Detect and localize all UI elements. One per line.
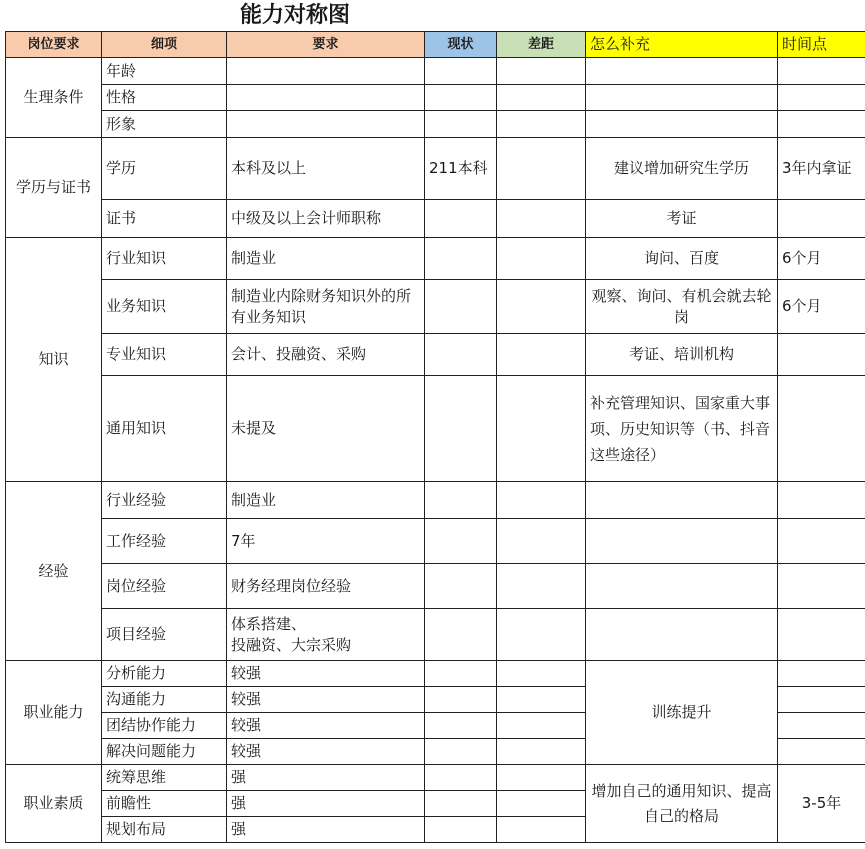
supplement-cell[interactable] xyxy=(586,564,778,609)
gap-cell[interactable] xyxy=(497,519,586,564)
requirement-cell[interactable]: 强 xyxy=(227,791,425,817)
requirement-line: 体系搭建、 xyxy=(231,614,307,633)
table-row xyxy=(6,58,865,85)
current-cell[interactable] xyxy=(425,687,497,713)
supplement-cell[interactable] xyxy=(586,111,778,138)
requirement-cell[interactable]: 较强 xyxy=(227,687,425,713)
gap-cell[interactable] xyxy=(497,376,586,482)
current-cell[interactable] xyxy=(425,238,497,280)
table-row xyxy=(6,661,865,687)
supplement-cell[interactable]: 询问、百度 xyxy=(586,238,778,280)
gap-cell[interactable] xyxy=(497,817,586,843)
gap-cell[interactable] xyxy=(497,661,586,687)
gap-cell[interactable] xyxy=(497,138,586,200)
timeline-cell[interactable] xyxy=(778,609,865,661)
supplement-cell[interactable]: 观察、询问、有机会就去轮岗 xyxy=(586,280,778,334)
current-cell[interactable] xyxy=(425,280,497,334)
detail-cell[interactable]: 形象 xyxy=(102,111,227,138)
requirement-cell[interactable]: 财务经理岗位经验 xyxy=(227,564,425,609)
timeline-cell[interactable] xyxy=(778,111,865,138)
table-row xyxy=(6,609,865,661)
gap-cell[interactable] xyxy=(497,609,586,661)
timeline-cell[interactable] xyxy=(778,713,865,739)
current-cell[interactable] xyxy=(425,609,497,661)
current-cell[interactable] xyxy=(425,85,497,111)
gap-cell[interactable] xyxy=(497,687,586,713)
requirement-cell[interactable]: 较强 xyxy=(227,713,425,739)
supplement-cell[interactable] xyxy=(586,519,778,564)
gap-cell[interactable] xyxy=(497,482,586,519)
supplement-cell[interactable]: 补充管理知识、国家重大事项、历史知识等（书、抖音这些途径） xyxy=(586,376,778,482)
header-how-to-supplement[interactable]: 怎么补充 xyxy=(586,32,778,58)
supplement-cell[interactable]: 考证、培训机构 xyxy=(586,334,778,376)
requirement-cell[interactable]: 强 xyxy=(227,817,425,843)
timeline-cell[interactable]: 6个月 xyxy=(778,238,865,280)
gap-cell[interactable] xyxy=(497,765,586,791)
detail-cell[interactable]: 业务知识 xyxy=(102,280,227,334)
timeline-cell-merged[interactable]: 3-5年 xyxy=(778,765,865,843)
supplement-cell[interactable] xyxy=(586,85,778,111)
supplement-cell[interactable]: 建议增加研究生学历 xyxy=(586,138,778,200)
supplement-cell[interactable] xyxy=(586,58,778,85)
current-cell[interactable] xyxy=(425,661,497,687)
current-cell[interactable]: 211本科 xyxy=(425,138,497,200)
detail-cell[interactable]: 性格 xyxy=(102,85,227,111)
category-physical[interactable]: 生理条件 xyxy=(6,58,102,138)
timeline-cell[interactable]: 6个月 xyxy=(778,280,865,334)
header-gap[interactable]: 差距 xyxy=(497,32,586,58)
gap-cell[interactable] xyxy=(497,200,586,238)
current-cell[interactable] xyxy=(425,482,497,519)
ability-symmetry-table xyxy=(5,31,865,843)
table-row xyxy=(6,376,865,482)
detail-cell[interactable]: 团结协作能力 xyxy=(102,713,227,739)
requirement-cell[interactable]: 较强 xyxy=(227,739,425,765)
timeline-cell[interactable] xyxy=(778,200,865,238)
current-cell[interactable] xyxy=(425,817,497,843)
table-row xyxy=(6,238,865,280)
current-cell[interactable] xyxy=(425,200,497,238)
requirement-cell[interactable]: 中级及以上会计师职称 xyxy=(227,200,425,238)
timeline-cell[interactable] xyxy=(778,334,865,376)
requirement-line: 投融资、大宗采购 xyxy=(231,635,352,654)
gap-cell[interactable] xyxy=(497,564,586,609)
detail-cell[interactable]: 工作经验 xyxy=(102,519,227,564)
detail-cell[interactable]: 通用知识 xyxy=(102,376,227,482)
supplement-cell-merged[interactable]: 训练提升 xyxy=(586,661,778,765)
requirement-cell[interactable]: 7年 xyxy=(227,519,425,564)
supplement-cell[interactable] xyxy=(586,482,778,519)
supplement-cell[interactable]: 考证 xyxy=(586,200,778,238)
detail-cell[interactable]: 岗位经验 xyxy=(102,564,227,609)
current-cell[interactable] xyxy=(425,376,497,482)
current-cell[interactable] xyxy=(425,739,497,765)
detail-cell[interactable]: 前瞻性 xyxy=(102,791,227,817)
gap-cell[interactable] xyxy=(497,334,586,376)
current-cell[interactable] xyxy=(425,111,497,138)
current-cell[interactable] xyxy=(425,519,497,564)
detail-cell[interactable]: 项目经验 xyxy=(102,609,227,661)
current-cell[interactable] xyxy=(425,791,497,817)
supplement-cell[interactable] xyxy=(586,609,778,661)
table-row xyxy=(6,519,865,564)
header-requirement[interactable]: 要求 xyxy=(227,32,425,58)
timeline-cell[interactable]: 3年内拿证 xyxy=(778,138,865,200)
table-row xyxy=(6,564,865,609)
detail-cell[interactable]: 学历 xyxy=(102,138,227,200)
category-experience[interactable]: 经验 xyxy=(6,482,102,661)
requirement-cell[interactable] xyxy=(227,85,425,111)
requirement-cell[interactable] xyxy=(227,58,425,85)
header-requirement-category[interactable]: 岗位要求 xyxy=(6,32,102,58)
detail-cell[interactable]: 专业知识 xyxy=(102,334,227,376)
gap-cell[interactable] xyxy=(497,791,586,817)
table-row xyxy=(6,138,865,200)
header-detail[interactable]: 细项 xyxy=(102,32,227,58)
category-education[interactable]: 学历与证书 xyxy=(6,138,102,238)
category-knowledge[interactable]: 知识 xyxy=(6,238,102,482)
gap-cell[interactable] xyxy=(497,238,586,280)
requirement-cell[interactable]: 制造业内除财务知识外的所有业务知识 xyxy=(227,280,425,334)
detail-cell[interactable]: 统筹思维 xyxy=(102,765,227,791)
timeline-cell[interactable] xyxy=(778,482,865,519)
requirement-cell[interactable]: 较强 xyxy=(227,661,425,687)
current-cell[interactable] xyxy=(425,713,497,739)
gap-cell[interactable] xyxy=(497,739,586,765)
table-row xyxy=(6,200,865,238)
timeline-cell[interactable] xyxy=(778,58,865,85)
timeline-cell[interactable] xyxy=(778,376,865,482)
gap-cell[interactable] xyxy=(497,280,586,334)
table-row xyxy=(6,765,865,791)
table-row xyxy=(6,334,865,376)
category-ability[interactable]: 职业能力 xyxy=(6,661,102,765)
requirement-cell[interactable]: 未提及 xyxy=(227,376,425,482)
requirement-cell[interactable]: 会计、投融资、采购 xyxy=(227,334,425,376)
timeline-cell[interactable] xyxy=(778,687,865,713)
table-row xyxy=(6,280,865,334)
current-cell[interactable] xyxy=(425,765,497,791)
requirement-cell[interactable]: 本科及以上 xyxy=(227,138,425,200)
detail-cell[interactable]: 解决问题能力 xyxy=(102,739,227,765)
timeline-cell[interactable] xyxy=(778,85,865,111)
table-row xyxy=(6,482,865,519)
detail-cell[interactable]: 沟通能力 xyxy=(102,687,227,713)
gap-cell[interactable] xyxy=(497,713,586,739)
requirement-cell[interactable] xyxy=(227,609,425,661)
gap-cell[interactable] xyxy=(497,111,586,138)
detail-cell[interactable]: 规划布局 xyxy=(102,817,227,843)
timeline-cell[interactable] xyxy=(778,519,865,564)
category-quality[interactable]: 职业素质 xyxy=(6,765,102,843)
current-cell[interactable] xyxy=(425,334,497,376)
table-row xyxy=(6,111,865,138)
timeline-cell[interactable] xyxy=(778,564,865,609)
detail-cell[interactable]: 行业经验 xyxy=(102,482,227,519)
header-timeline[interactable]: 时间点 xyxy=(778,32,865,58)
timeline-cell[interactable] xyxy=(778,739,865,765)
header-current[interactable]: 现状 xyxy=(425,32,497,58)
current-cell[interactable] xyxy=(425,564,497,609)
detail-cell[interactable]: 分析能力 xyxy=(102,661,227,687)
detail-cell[interactable]: 证书 xyxy=(102,200,227,238)
requirement-cell[interactable]: 强 xyxy=(227,765,425,791)
gap-cell[interactable] xyxy=(497,85,586,111)
gap-cell[interactable] xyxy=(497,58,586,85)
table-row xyxy=(6,85,865,111)
page-title: 能力对称图 xyxy=(239,3,350,28)
header-row xyxy=(6,32,865,58)
timeline-cell[interactable] xyxy=(778,661,865,687)
requirement-cell[interactable]: 制造业 xyxy=(227,482,425,519)
detail-cell[interactable]: 年龄 xyxy=(102,58,227,85)
requirement-cell[interactable]: 制造业 xyxy=(227,238,425,280)
supplement-cell-merged[interactable]: 增加自己的通用知识、提高自己的格局 xyxy=(586,765,778,843)
detail-cell[interactable]: 行业知识 xyxy=(102,238,227,280)
requirement-cell[interactable] xyxy=(227,111,425,138)
current-cell[interactable] xyxy=(425,58,497,85)
